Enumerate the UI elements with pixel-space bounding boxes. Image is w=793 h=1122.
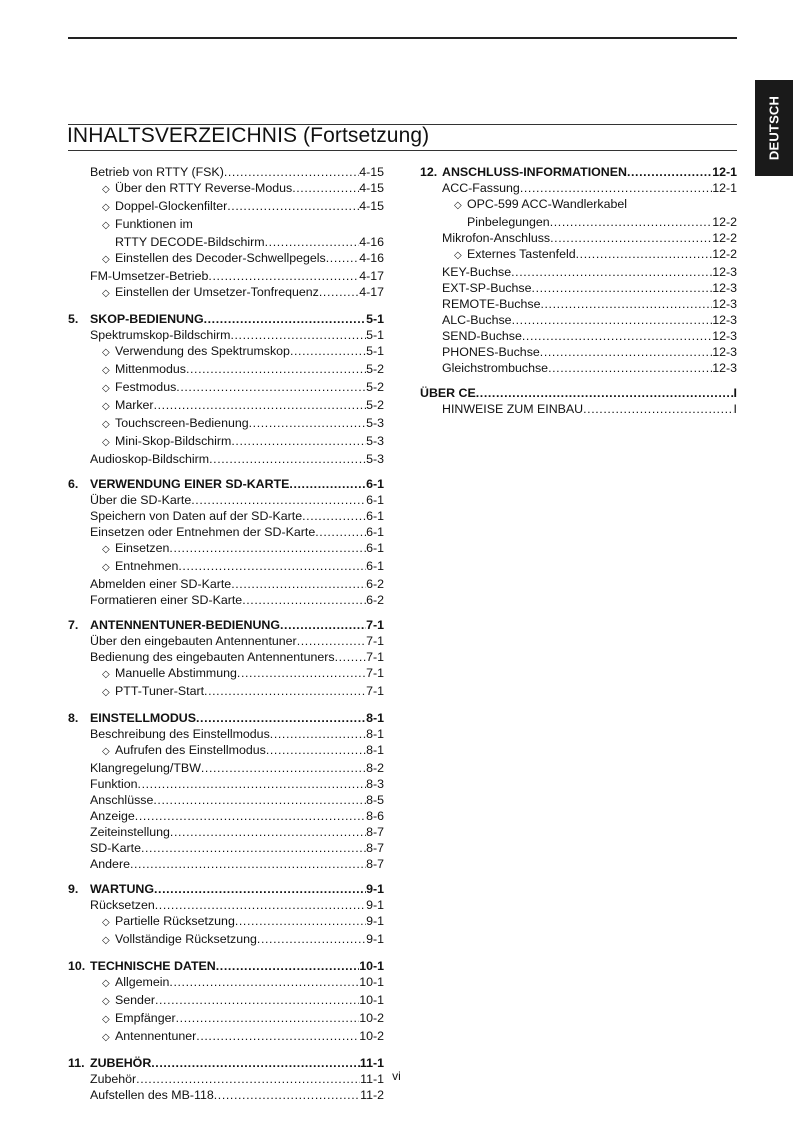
toc-entry-page: 8-1 xyxy=(366,743,384,757)
dot-leader xyxy=(176,1010,360,1026)
toc-entry-page: 12-3 xyxy=(712,265,737,279)
toc-entry-page: 8-7 xyxy=(366,857,384,871)
dot-leader xyxy=(280,617,366,633)
toc-section-page: 7-1 xyxy=(366,618,384,632)
toc-entry-label: ◇ OPC-599 ACC-Wandlerkabel xyxy=(454,196,627,214)
toc-right-column xyxy=(420,164,737,426)
toc-entry-page: 12-3 xyxy=(712,329,737,343)
toc-entry[interactable] xyxy=(68,992,384,1010)
toc-entry[interactable] xyxy=(68,897,384,913)
dot-leader xyxy=(511,264,712,280)
toc-section-page: 10-1 xyxy=(359,959,384,973)
toc-entry-page: 4-17 xyxy=(359,269,384,283)
toc-entry-label: ◇ Entnehmen xyxy=(102,558,178,576)
toc-entry-label: Aufstellen des MB-118 xyxy=(90,1088,214,1102)
toc-entry[interactable] xyxy=(68,824,384,840)
dot-leader xyxy=(153,792,366,808)
toc-entry-page: 8-5 xyxy=(366,793,384,807)
toc-entry[interactable] xyxy=(68,180,384,198)
toc-entry-label: EXT-SP-Buchse xyxy=(442,281,532,295)
toc-entry-label: Andere xyxy=(90,857,130,871)
dot-leader xyxy=(522,328,712,344)
toc-entry[interactable] xyxy=(68,492,384,508)
toc-entry[interactable] xyxy=(68,808,384,824)
toc-entry-page: 11-1 xyxy=(360,1072,384,1086)
dot-leader xyxy=(548,360,712,376)
toc-entry-label: Formatieren einer SD-Karte xyxy=(90,593,243,607)
toc-section xyxy=(68,958,384,1046)
toc-section-title-text: SKOP-BEDIENUNG xyxy=(90,312,204,326)
toc-entry-page: 5-1 xyxy=(366,344,384,358)
toc-section-title xyxy=(68,881,154,897)
toc-entry-label: ◇ Aufrufen des Einstellmodus xyxy=(102,742,266,760)
toc-entry[interactable] xyxy=(68,216,384,234)
toc-entry[interactable] xyxy=(68,268,384,284)
dot-leader xyxy=(214,1087,360,1103)
toc-entry-page: 8-6 xyxy=(366,809,384,823)
toc-section-page: 6-1 xyxy=(366,477,384,491)
toc-section-heading[interactable] xyxy=(420,164,737,180)
dot-leader xyxy=(209,451,366,467)
dot-leader xyxy=(135,808,366,824)
toc-section xyxy=(420,385,737,417)
dot-leader xyxy=(266,742,366,758)
toc-entry-label: ◇ Externes Tastenfeld xyxy=(454,246,576,264)
toc-entry-label: Beschreibung des Einstellmodus xyxy=(90,727,270,741)
toc-entry-page: 12-2 xyxy=(712,247,737,261)
toc-entry-page: 4-16 xyxy=(359,235,384,249)
toc-entry-page: 4-15 xyxy=(359,181,384,195)
toc-entry-page: 12-3 xyxy=(712,361,737,375)
toc-entry-label: ◇ Touchscreen-Bedienung xyxy=(102,415,249,433)
dot-leader xyxy=(550,230,712,246)
toc-entry-page: 6-2 xyxy=(366,577,384,591)
dot-leader xyxy=(335,649,366,665)
toc-entry-label: ◇ Doppel-Glockenfilter xyxy=(102,198,227,216)
dot-leader xyxy=(170,824,366,840)
dot-leader xyxy=(130,856,366,872)
title-underline xyxy=(68,150,737,151)
page-title: INHALTSVERZEICHNIS (Fortsetzung) xyxy=(67,124,430,147)
toc-entry[interactable] xyxy=(68,931,384,949)
dot-leader xyxy=(315,524,366,540)
toc-entry[interactable] xyxy=(68,558,384,576)
dot-leader xyxy=(155,992,359,1008)
toc-entry-page: I xyxy=(733,402,737,416)
toc-entry-page: 5-1 xyxy=(366,328,384,342)
toc-entry-page: 6-1 xyxy=(366,559,384,573)
dot-leader xyxy=(290,343,366,359)
toc-entry[interactable] xyxy=(68,592,384,608)
toc-section-heading[interactable] xyxy=(68,881,384,897)
toc-entry[interactable] xyxy=(68,327,384,343)
toc-entry-page: 8-3 xyxy=(366,777,384,791)
toc-entry[interactable] xyxy=(68,913,384,931)
toc-entry-label: ◇ PTT-Tuner-Start xyxy=(102,683,204,701)
toc-entry-page: 10-2 xyxy=(359,1029,384,1043)
toc-entry-page: 8-1 xyxy=(366,727,384,741)
toc-entry-label: ◇ Einstellen des Decoder-Schwellpegels xyxy=(102,250,326,268)
toc-entry-label: Pinbelegungen xyxy=(467,215,550,229)
toc-entry[interactable] xyxy=(68,1028,384,1046)
dot-leader xyxy=(249,415,366,431)
toc-entry-page: 6-1 xyxy=(366,509,384,523)
toc-section-title-text: ANSCHLUSS-INFORMATIONEN xyxy=(442,165,627,179)
toc-entry[interactable] xyxy=(68,776,384,792)
toc-entry-label: ◇ Festmodus xyxy=(102,379,176,397)
toc-entry-page: 10-1 xyxy=(359,975,384,989)
toc-section xyxy=(68,311,384,467)
dot-leader xyxy=(169,540,366,556)
toc-entry-page: 4-17 xyxy=(359,285,384,299)
dot-leader xyxy=(627,164,712,180)
toc-entry-label: ◇ Über den RTTY Reverse-Modus xyxy=(102,180,292,198)
toc-section-heading[interactable] xyxy=(68,311,384,327)
toc-entry-label: ◇ Manuelle Abstimmung xyxy=(102,665,237,683)
toc-entry-label: ◇ Marker xyxy=(102,397,154,415)
dot-leader xyxy=(224,164,359,180)
toc-section-page: 9-1 xyxy=(366,882,384,896)
toc-section-title xyxy=(68,958,216,974)
toc-entry-page: 8-2 xyxy=(366,761,384,775)
toc-entry-label: ◇ Sender xyxy=(102,992,155,1010)
toc-section xyxy=(68,476,384,608)
toc-entry[interactable] xyxy=(68,856,384,872)
toc-entry[interactable] xyxy=(68,250,384,268)
toc-entry[interactable] xyxy=(420,264,737,280)
toc-entry[interactable] xyxy=(420,280,737,296)
toc-entry-page: 7-1 xyxy=(366,650,384,664)
toc-section-page: I xyxy=(733,386,737,400)
toc-entry[interactable] xyxy=(68,361,384,379)
language-tab-label: DEUTSCH xyxy=(766,95,782,161)
toc-entry-label: ◇ Mini-Skop-Bildschirm xyxy=(102,433,231,451)
toc-entry-label: ◇ Vollständige Rücksetzung xyxy=(102,931,257,949)
toc-entry[interactable] xyxy=(68,683,384,701)
toc-section-heading[interactable] xyxy=(68,958,384,974)
toc-section-number: 5. xyxy=(68,312,79,326)
dot-leader xyxy=(155,897,366,913)
toc-entry-page: 4-15 xyxy=(359,199,384,213)
toc-section-title xyxy=(68,710,196,726)
toc-section-title xyxy=(420,385,476,401)
toc-entry-label: Bedienung des eingebauten Antennentuners xyxy=(90,650,335,664)
dot-leader xyxy=(257,931,366,947)
toc-section-heading[interactable] xyxy=(68,617,384,633)
toc-entry-page: 12-2 xyxy=(712,231,737,245)
toc-entry[interactable] xyxy=(68,576,384,592)
dot-leader xyxy=(242,592,366,608)
toc-entry-label: Speichern von Daten auf der SD-Karte xyxy=(90,509,303,523)
toc-entry-label: KEY-Buchse xyxy=(442,265,512,279)
dot-leader xyxy=(550,214,713,230)
toc-section-number: 11. xyxy=(68,1056,85,1070)
toc-entry[interactable] xyxy=(68,633,384,649)
dot-leader xyxy=(270,726,366,742)
toc-entry[interactable] xyxy=(420,401,737,417)
toc-entry[interactable] xyxy=(420,180,737,196)
toc-entry[interactable] xyxy=(68,974,384,992)
toc-section-title xyxy=(420,164,627,180)
dot-leader xyxy=(208,268,359,284)
dot-leader xyxy=(196,1028,359,1044)
toc-entry-label: Audioskop-Bildschirm xyxy=(90,452,210,466)
dot-leader xyxy=(204,311,366,327)
toc-section-page: 8-1 xyxy=(366,711,384,725)
dot-leader xyxy=(583,401,733,417)
toc-entry-label: Über die SD-Karte xyxy=(90,493,192,507)
dot-leader xyxy=(326,250,359,266)
dot-leader xyxy=(216,958,359,974)
toc-entry[interactable] xyxy=(420,296,737,312)
toc-entry-label: ◇ Partielle Rücksetzung xyxy=(102,913,235,931)
toc-entry[interactable] xyxy=(68,164,384,180)
dot-leader xyxy=(235,913,366,929)
toc-entry[interactable] xyxy=(68,840,384,856)
toc-section-title-text: WARTUNG xyxy=(90,882,155,896)
toc-section-number: 12. xyxy=(420,165,438,179)
toc-entry-label: Mikrofon-Anschluss xyxy=(442,231,551,245)
toc-entry-page: 12-3 xyxy=(712,281,737,295)
toc-entry-label: Betrieb von RTTY (FSK) xyxy=(90,165,224,179)
top-rule xyxy=(68,37,737,39)
toc-entry-label: Spektrumskop-Bildschirm xyxy=(90,328,231,342)
toc-entry-label: Rücksetzen xyxy=(90,898,155,912)
toc-section-number: 8. xyxy=(68,711,79,725)
dot-leader xyxy=(201,760,366,776)
toc-entry[interactable] xyxy=(420,246,737,264)
toc-entry[interactable] xyxy=(68,415,384,433)
toc-entry[interactable] xyxy=(420,196,737,214)
toc-entry[interactable] xyxy=(68,198,384,216)
toc-entry-page: 12-3 xyxy=(712,345,737,359)
toc-section-title-text: VERWENDUNG EINER SD-KARTE xyxy=(90,477,290,491)
toc-entry[interactable] xyxy=(68,726,384,742)
toc-entry-label: Funktion xyxy=(90,777,138,791)
toc-entry-label: Klangregelung/TBW xyxy=(90,761,201,775)
toc-entry-page: 10-1 xyxy=(359,993,384,1007)
dot-leader xyxy=(302,508,366,524)
toc-entry-label: Anschlüsse xyxy=(90,793,154,807)
toc-entry-page: 5-2 xyxy=(366,380,384,394)
dot-leader xyxy=(292,180,359,196)
toc-entry-label: PHONES-Buchse xyxy=(442,345,540,359)
toc-entry[interactable] xyxy=(68,524,384,540)
toc-entry[interactable] xyxy=(68,343,384,361)
toc-entry-page: 5-3 xyxy=(366,452,384,466)
toc-section-title-text: ÜBER CE xyxy=(420,386,476,400)
toc-entry[interactable] xyxy=(68,649,384,665)
toc-entry-page: 5-2 xyxy=(366,398,384,412)
toc-entry[interactable] xyxy=(68,234,384,250)
toc-section-number: 9. xyxy=(68,882,79,896)
dot-leader xyxy=(237,665,366,681)
toc-section-title xyxy=(68,476,289,492)
toc-entry-page: 7-1 xyxy=(366,666,384,680)
dot-leader xyxy=(141,840,366,856)
toc-entry-label: ◇ Allgemein xyxy=(102,974,169,992)
dot-leader xyxy=(196,710,366,726)
dot-leader xyxy=(540,296,712,312)
toc-left-column xyxy=(68,164,384,1112)
toc-entry[interactable] xyxy=(420,312,737,328)
dot-leader xyxy=(231,433,366,449)
toc-entry-label: FM-Umsetzer-Betrieb xyxy=(90,269,209,283)
toc-entry-page: 9-1 xyxy=(366,932,384,946)
dot-leader xyxy=(520,180,712,196)
toc-section xyxy=(420,164,737,376)
toc-section-heading[interactable] xyxy=(68,710,384,726)
toc-entry[interactable] xyxy=(420,230,737,246)
toc-entry-label: ◇ Antennentuner xyxy=(102,1028,196,1046)
toc-entry[interactable] xyxy=(68,397,384,415)
dot-leader xyxy=(154,881,366,897)
toc-entry-page: 7-1 xyxy=(366,684,384,698)
toc-entry-page: 6-1 xyxy=(366,493,384,507)
toc-entry[interactable] xyxy=(68,742,384,760)
toc-entry-label: Über den eingebauten Antennentuner xyxy=(90,634,297,648)
toc-section-page: 5-1 xyxy=(366,312,384,326)
toc-entry-label: SEND-Buchse xyxy=(442,329,522,343)
dot-leader xyxy=(512,312,713,328)
toc-entry-page: 4-16 xyxy=(359,251,384,265)
toc-section-number: 10. xyxy=(68,959,86,973)
toc-entry-label: ◇ Empfänger xyxy=(102,1010,176,1028)
toc-entry-page: 9-1 xyxy=(366,914,384,928)
toc-entry[interactable] xyxy=(420,328,737,344)
dot-leader xyxy=(289,476,366,492)
toc-entry-page: 12-2 xyxy=(712,215,737,229)
toc-entry-page: 9-1 xyxy=(366,898,384,912)
toc-section xyxy=(68,617,384,701)
toc-entry-label: Gleichstrombuchse xyxy=(442,361,549,375)
dot-leader xyxy=(576,246,713,262)
dot-leader xyxy=(176,379,366,395)
toc-entry-label: RTTY DECODE-Bildschirm xyxy=(115,235,265,249)
dot-leader xyxy=(138,776,367,792)
toc-section-heading[interactable] xyxy=(68,476,384,492)
toc-section-number: 7. xyxy=(68,618,79,632)
toc-section-title xyxy=(68,617,280,633)
toc-entry[interactable] xyxy=(68,1010,384,1028)
toc-entry-page: 10-2 xyxy=(359,1011,384,1025)
toc-entry-label: ◇ Einstellen der Umsetzer-Tonfrequenz xyxy=(102,284,319,302)
toc-entry-label: ALC-Buchse xyxy=(442,313,512,327)
toc-section-title xyxy=(68,311,204,327)
dot-leader xyxy=(191,492,366,508)
toc-continuation-block xyxy=(68,164,384,302)
dot-leader xyxy=(532,280,713,296)
language-tab xyxy=(755,80,793,176)
dot-leader xyxy=(319,284,359,300)
toc-entry-page: 8-7 xyxy=(366,825,384,839)
toc-section-title-text: EINSTELLMODUS xyxy=(90,711,197,725)
toc-entry-label: Zeiteinstellung xyxy=(90,825,170,839)
toc-entry[interactable] xyxy=(420,360,737,376)
toc-entry-label: HINWEISE ZUM EINBAU xyxy=(442,402,584,416)
dot-leader xyxy=(154,397,367,413)
toc-section-title-text: TECHNISCHE DATEN xyxy=(90,959,216,973)
toc-entry[interactable] xyxy=(420,344,737,360)
toc-section-number: 6. xyxy=(68,477,79,491)
dot-leader xyxy=(265,234,360,250)
dot-leader xyxy=(227,198,359,214)
toc-entry-page: 12-1 xyxy=(712,181,737,195)
dot-leader xyxy=(186,361,366,377)
dot-leader xyxy=(178,558,366,574)
dot-leader xyxy=(230,327,366,343)
dot-leader xyxy=(231,576,366,592)
toc-entry-page: 6-2 xyxy=(366,593,384,607)
toc-entry-page: 5-3 xyxy=(366,434,384,448)
dot-leader xyxy=(540,344,712,360)
toc-entry-label: ◇ Mittenmodus xyxy=(102,361,186,379)
toc-entry-page: 8-7 xyxy=(366,841,384,855)
toc-entry[interactable] xyxy=(68,379,384,397)
toc-entry[interactable] xyxy=(68,760,384,776)
toc-entry-label: REMOTE-Buchse xyxy=(442,297,541,311)
dot-leader xyxy=(204,683,366,699)
toc-entry-label: Anzeige xyxy=(90,809,135,823)
toc-entry-page: 4-15 xyxy=(359,165,384,179)
toc-entry[interactable] xyxy=(68,540,384,558)
toc-section-heading[interactable] xyxy=(420,385,737,401)
toc-entry[interactable] xyxy=(68,792,384,808)
toc-entry[interactable] xyxy=(420,214,737,230)
toc-section xyxy=(68,710,384,872)
toc-entry-label: Einsetzen oder Entnehmen der SD-Karte xyxy=(90,525,316,539)
toc-entry-label: Zubehör xyxy=(90,1072,137,1086)
toc-section xyxy=(68,881,384,949)
toc-entry-page: 5-2 xyxy=(366,362,384,376)
dot-leader xyxy=(297,633,366,649)
toc-section-title-text: ANTENNENTUNER-BEDIENUNG xyxy=(90,618,280,632)
dot-leader xyxy=(169,974,359,990)
toc-entry-page: 12-3 xyxy=(712,297,737,311)
toc-entry[interactable] xyxy=(68,451,384,467)
toc-entry[interactable] xyxy=(68,1087,384,1103)
toc-entry-page: 12-3 xyxy=(712,313,737,327)
toc-entry-label: ◇ Funktionen im xyxy=(102,216,193,234)
toc-entry-label: ◇ Verwendung des Spektrumskop xyxy=(102,343,290,361)
toc-entry-label: SD-Karte xyxy=(90,841,141,855)
page-number: vi xyxy=(392,1069,401,1083)
toc-entry[interactable] xyxy=(68,665,384,683)
toc-entry-label: ◇ Einsetzen xyxy=(102,540,169,558)
toc-section-page: 12-1 xyxy=(712,165,737,179)
toc-entry-label: Abmelden einer SD-Karte xyxy=(90,577,232,591)
toc-entry[interactable] xyxy=(68,433,384,451)
toc-entry-page: 11-2 xyxy=(360,1088,384,1102)
toc-entry-label: ACC-Fassung xyxy=(442,181,520,195)
toc-entry[interactable] xyxy=(68,284,384,302)
toc-entry-page: 7-1 xyxy=(366,634,384,648)
toc-section-title-text: ZUBEHÖR xyxy=(90,1056,152,1070)
toc-section-page: 11-1 xyxy=(359,1056,384,1070)
toc-entry-page: 6-1 xyxy=(366,525,384,539)
toc-entry-page: 6-1 xyxy=(366,541,384,555)
toc-entry[interactable] xyxy=(68,508,384,524)
dot-leader xyxy=(476,385,734,401)
toc-entry-page: 5-3 xyxy=(366,416,384,430)
